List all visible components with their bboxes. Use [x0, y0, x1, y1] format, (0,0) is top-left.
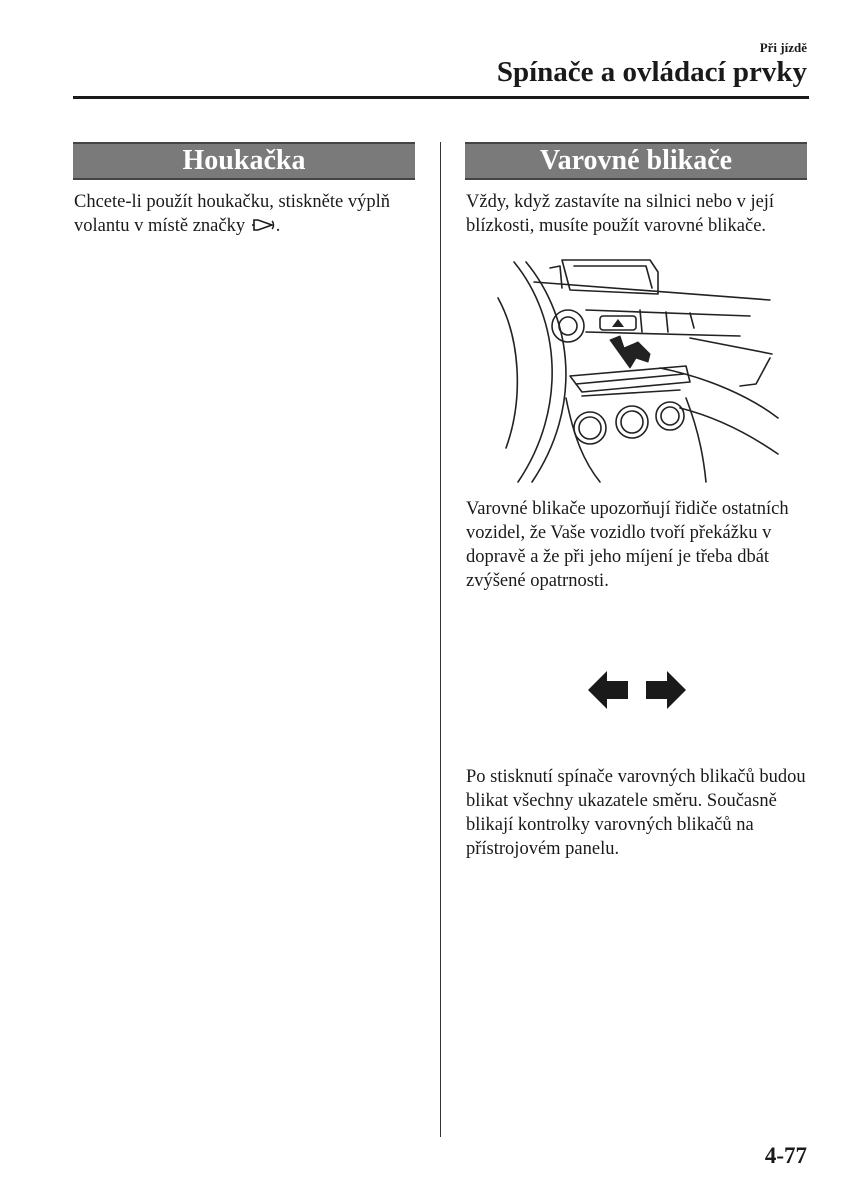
horn-text-end: .	[275, 216, 281, 236]
page-number: 4-77	[764, 1143, 807, 1168]
hazard-paragraph-1: Vždy, když zastavíte na silnici nebo v její blízkosti, musíte použít varovné blikače.	[466, 192, 775, 236]
heading-hazard	[465, 142, 807, 180]
heading-hazard-text: Varovné blikače	[539, 145, 733, 176]
hazard-switch-dashboard-illustration	[490, 258, 780, 488]
horn-text: Chcete-li použít houkačku, stiskněte výplň volantu v místě značky	[74, 192, 390, 236]
header-rule	[73, 96, 809, 99]
horn-paragraph	[74, 190, 419, 238]
heading-horn-text: Houkačka	[182, 145, 306, 176]
turn-signal-arrows-icon	[588, 671, 686, 709]
hazard-paragraph-3: Po stisknutí spínače varovných blikačů budou blikat všechny ukazatele směru. Současně blikají kontrolky varovných blikačů na přístrojovém panelu.	[466, 767, 806, 859]
page-title: Spínače a ovládací prvky	[496, 56, 807, 88]
horn-icon	[252, 217, 276, 233]
column-divider	[440, 142, 441, 1137]
heading-horn	[73, 142, 415, 180]
hazard-paragraph-2: Varovné blikače upozorňují řidiče ostatních vozidel, že Vaše vozidlo tvoří překážku v dopravě a že při jeho míjení je třeba dbát zvýšené opatrnosti.	[466, 499, 789, 591]
section-label: Při jízdě	[759, 40, 807, 55]
